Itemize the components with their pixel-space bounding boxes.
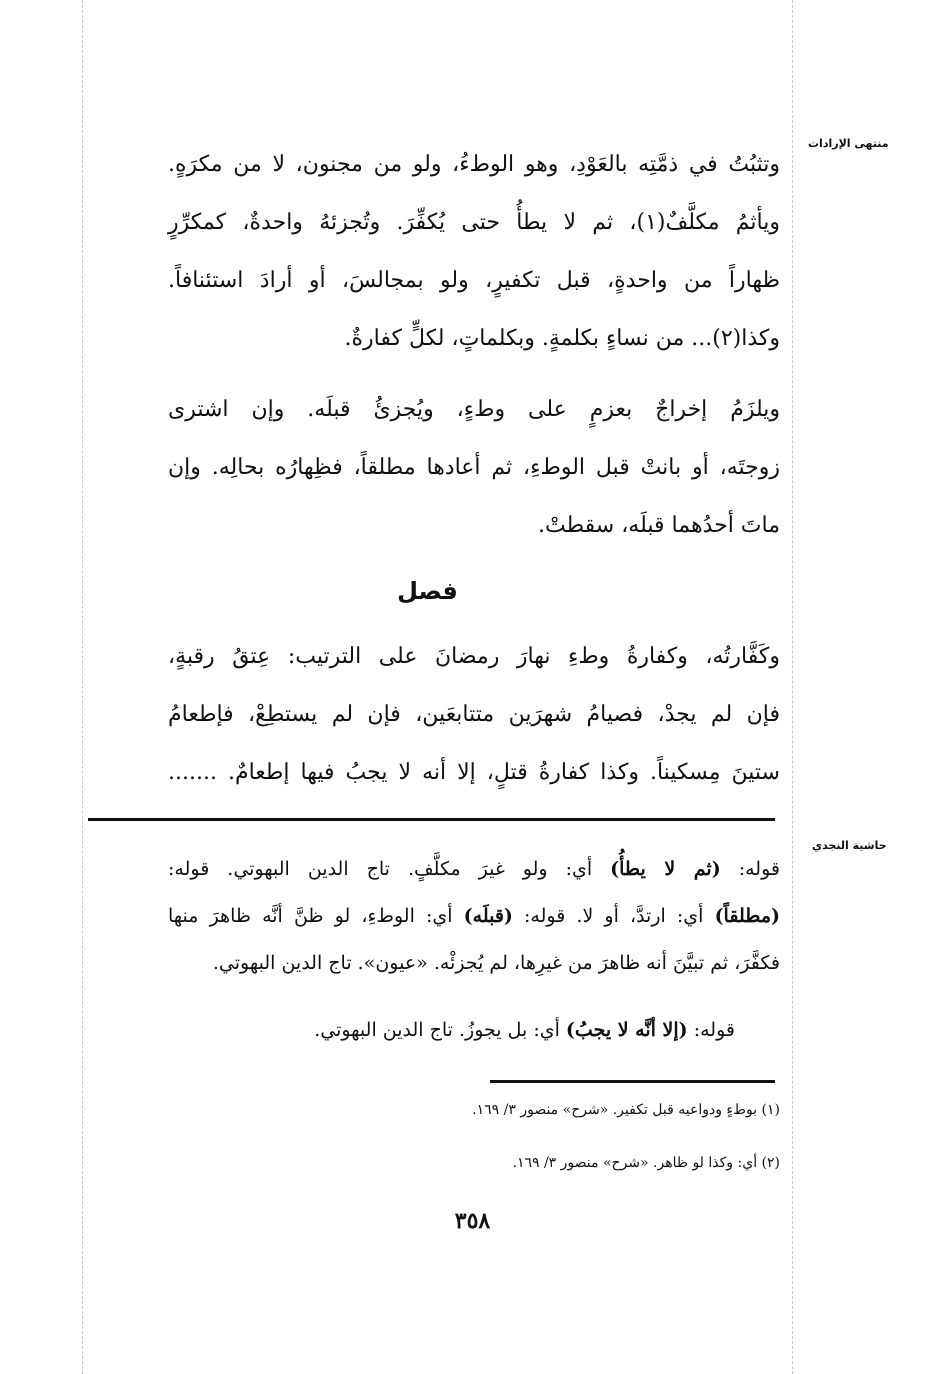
commentary-text: قوله: (720, 858, 780, 880)
main-text-line: وكَفَّارتُه، وكفارةُ وطءِ نهارَ رمضانَ على الترتيب: عِتقُ رقبةٍ، (168, 644, 780, 669)
main-text-line: ظهاراً من واحدةٍ، قبل تكفيرٍ، ولو بمجالسَ، أو أرادَ استئنافاً. (168, 268, 780, 293)
commentary-quote: (ثم لا يطأُ) (610, 858, 721, 880)
guide-line-left (82, 0, 83, 1374)
commentary-quote: (إلا أنَّه لا يجبُ) (565, 1019, 688, 1041)
main-text-line: فإن لم يجدْ، فصيامُ شهرَين متتابعَين، فإن لم يستطِعْ، فإطعامُ (168, 702, 780, 727)
footnote: (١) بوطءٍ ودواعيه قبل تكفير. «شرح» منصور ٣/ ١٦٩. (472, 1102, 780, 1118)
commentary-line (168, 858, 780, 880)
main-text-line: ويلزَمُ إخراجٌ بعزمٍ على وطءٍ، ويُجزئُ قبلَه. وإن اشترى (168, 397, 780, 422)
guide-line-right (792, 0, 793, 1374)
page-number: ٣٥٨ (454, 1208, 491, 1234)
commentary-line: فكفَّرَ، ثم تبيَّنَ أنه ظاهرَ من غيرِها، لم يُجزئْه. «عيون». تاج الدين البهوتي. (212, 952, 780, 974)
commentary-text: أي: بل يجوزُ. تاج الدين البهوتي. (314, 1019, 566, 1041)
commentary-quote: (قبلَه) (463, 905, 513, 927)
main-text-line: ستينَ مِسكيناً. وكذا كفارةُ قتلٍ، إلا أنه لا يجبُ فيها إطعامٌ. ....... (168, 760, 780, 785)
side-label-commentary-title: حاشية النجدي (812, 839, 887, 852)
commentary-text: أي: ولو غيرَ مكلَّفٍ. تاج الدين البهوتي. قوله: (168, 858, 611, 880)
main-text-line: ويأثمُ مكلَّفٌ(١)، ثم لا يطأُ حتى يُكفِّرَ. وتُجزئهُ واحدةٌ، كمكرِّرٍ (168, 210, 781, 235)
section-divider (88, 818, 775, 821)
commentary-text: أي: ارتدَّ، أو لا. قوله: (512, 905, 715, 927)
commentary-quote: (مطلقاً) (714, 905, 780, 927)
commentary-text: أي: الوطءِ، لو ظنَّ أنَّه ظاهرَ منها (168, 905, 464, 927)
main-text-line: زوجتَه، أو بانتْ قبل الوطءِ، ثم أعادها مطلقاً، فظِهارُه بحالِه. وإن (168, 455, 780, 480)
main-text-line: وكذا(٢)... من نساءٍ بكلمةٍ. وبكلماتٍ، لكلٍّ كفارةٌ. (344, 326, 780, 351)
main-text-line: وتثبُتُ في ذمَّتِه بالعَوْدِ، وهو الوطءُ، ولو من مجنون، لا من مكرَهٍ. (168, 152, 780, 177)
commentary-text: قوله: (687, 1019, 735, 1041)
commentary-line (168, 905, 780, 927)
footnote: (٢) أي: وكذا لو ظاهر. «شرح» منصور ٣/ ١٦٩. (512, 1155, 780, 1171)
commentary-line (168, 1019, 735, 1041)
section-heading: فصل (397, 577, 458, 605)
footnote-divider (490, 1080, 775, 1083)
main-text-line: ماتَ أحدُهما قبلَه، سقطتْ. (538, 513, 780, 538)
side-label-book-title: منتهى الإرادات (808, 137, 889, 150)
